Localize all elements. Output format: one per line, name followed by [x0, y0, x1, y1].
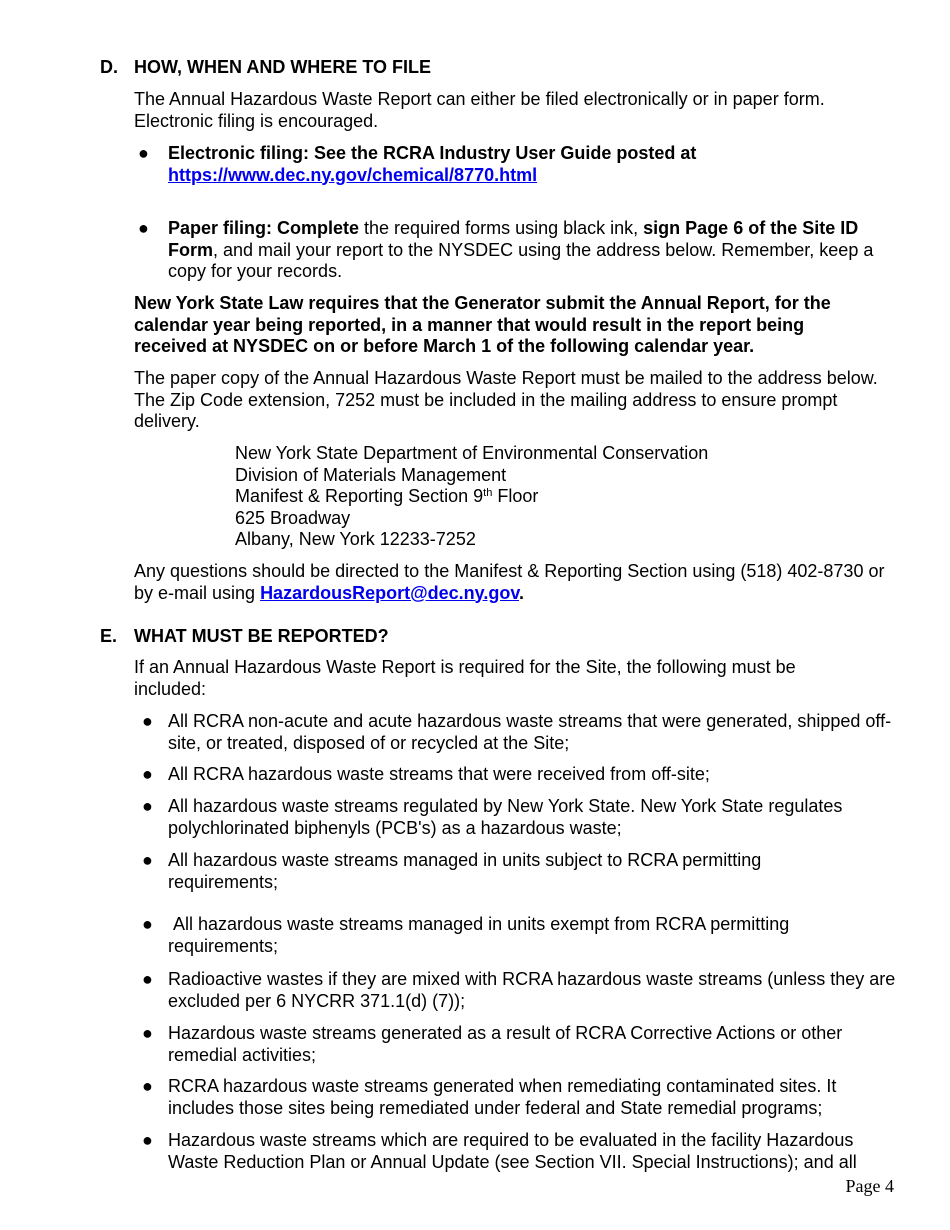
bullet-icon: ● — [138, 143, 149, 163]
section-d-intro: The Annual Hazardous Waste Report can either be filed electronically or in paper form. Electronic filing is encouraged. — [134, 89, 825, 131]
bullet-icon: ● — [142, 850, 153, 870]
bullet-icon: ● — [142, 1130, 153, 1150]
bullet-icon: ● — [142, 1023, 153, 1043]
email-link[interactable]: HazardousReport@dec.ny.gov — [260, 582, 519, 603]
state-law-notice: New York State Law requires that the Generator submit the Annual Report, for the calendar year being reported, in a manner that would result in the report being received at NYSDEC on or before March 1 of the following calendar year. — [134, 293, 831, 356]
section-d-letter: D. — [100, 57, 118, 77]
address-line: Albany, New York 12233-7252 — [235, 529, 476, 549]
paper-filing-text: Paper filing: Complete the required forms using black ink, sign Page 6 of the Site ID Form, and mail your report to the NYSDEC using the address below. Remember, keep a copy for your records. — [168, 218, 874, 281]
bullet-icon: ● — [142, 796, 153, 816]
address-line: Manifest & Reporting Section 9th Floor — [235, 486, 539, 506]
questions-contact: Any questions should be directed to the Manifest & Reporting Section using (518) 402-8730 or by e-mail using HazardousReport@dec.ny.gov. — [134, 561, 885, 603]
mail-instructions: The paper copy of the Annual Hazardous Waste Report must be mailed to the address below. The Zip Code extension, 7252 must be included in the mailing address to ensure prompt delivery. — [134, 368, 878, 431]
section-d-title: HOW, WHEN AND WHERE TO FILE — [134, 57, 431, 77]
section-e-title: WHAT MUST BE REPORTED? — [134, 626, 389, 646]
mailing-address — [235, 443, 708, 551]
bullet-icon: ● — [138, 218, 149, 238]
section-e-letter: E. — [100, 626, 118, 646]
paper-filing-label: Paper filing: Complete — [168, 218, 360, 238]
address-line: 625 Broadway — [235, 507, 351, 528]
bullet-icon: ● — [142, 914, 153, 934]
bullet-icon: ● — [142, 764, 153, 784]
address-line: Division of Materials Management — [235, 464, 507, 485]
bullet-icon: ● — [142, 969, 153, 989]
electronic-filing-label: Electronic filing: See the RCRA Industry User Guide posted at — [168, 143, 697, 163]
section-e-intro: If an Annual Hazardous Waste Report is required for the Site, the following must be included: — [134, 657, 796, 699]
page-number: Page 4 — [845, 1176, 894, 1196]
bullet-icon: ● — [142, 711, 153, 731]
sign-page-instruction: sign Page 6 of the Site ID Form — [168, 218, 859, 260]
bullet-icon: ● — [142, 1076, 153, 1096]
user-guide-link[interactable]: https://www.dec.ny.gov/chemical/8770.html — [168, 164, 538, 185]
address-line: New York State Department of Environmental Conservation — [235, 443, 709, 463]
